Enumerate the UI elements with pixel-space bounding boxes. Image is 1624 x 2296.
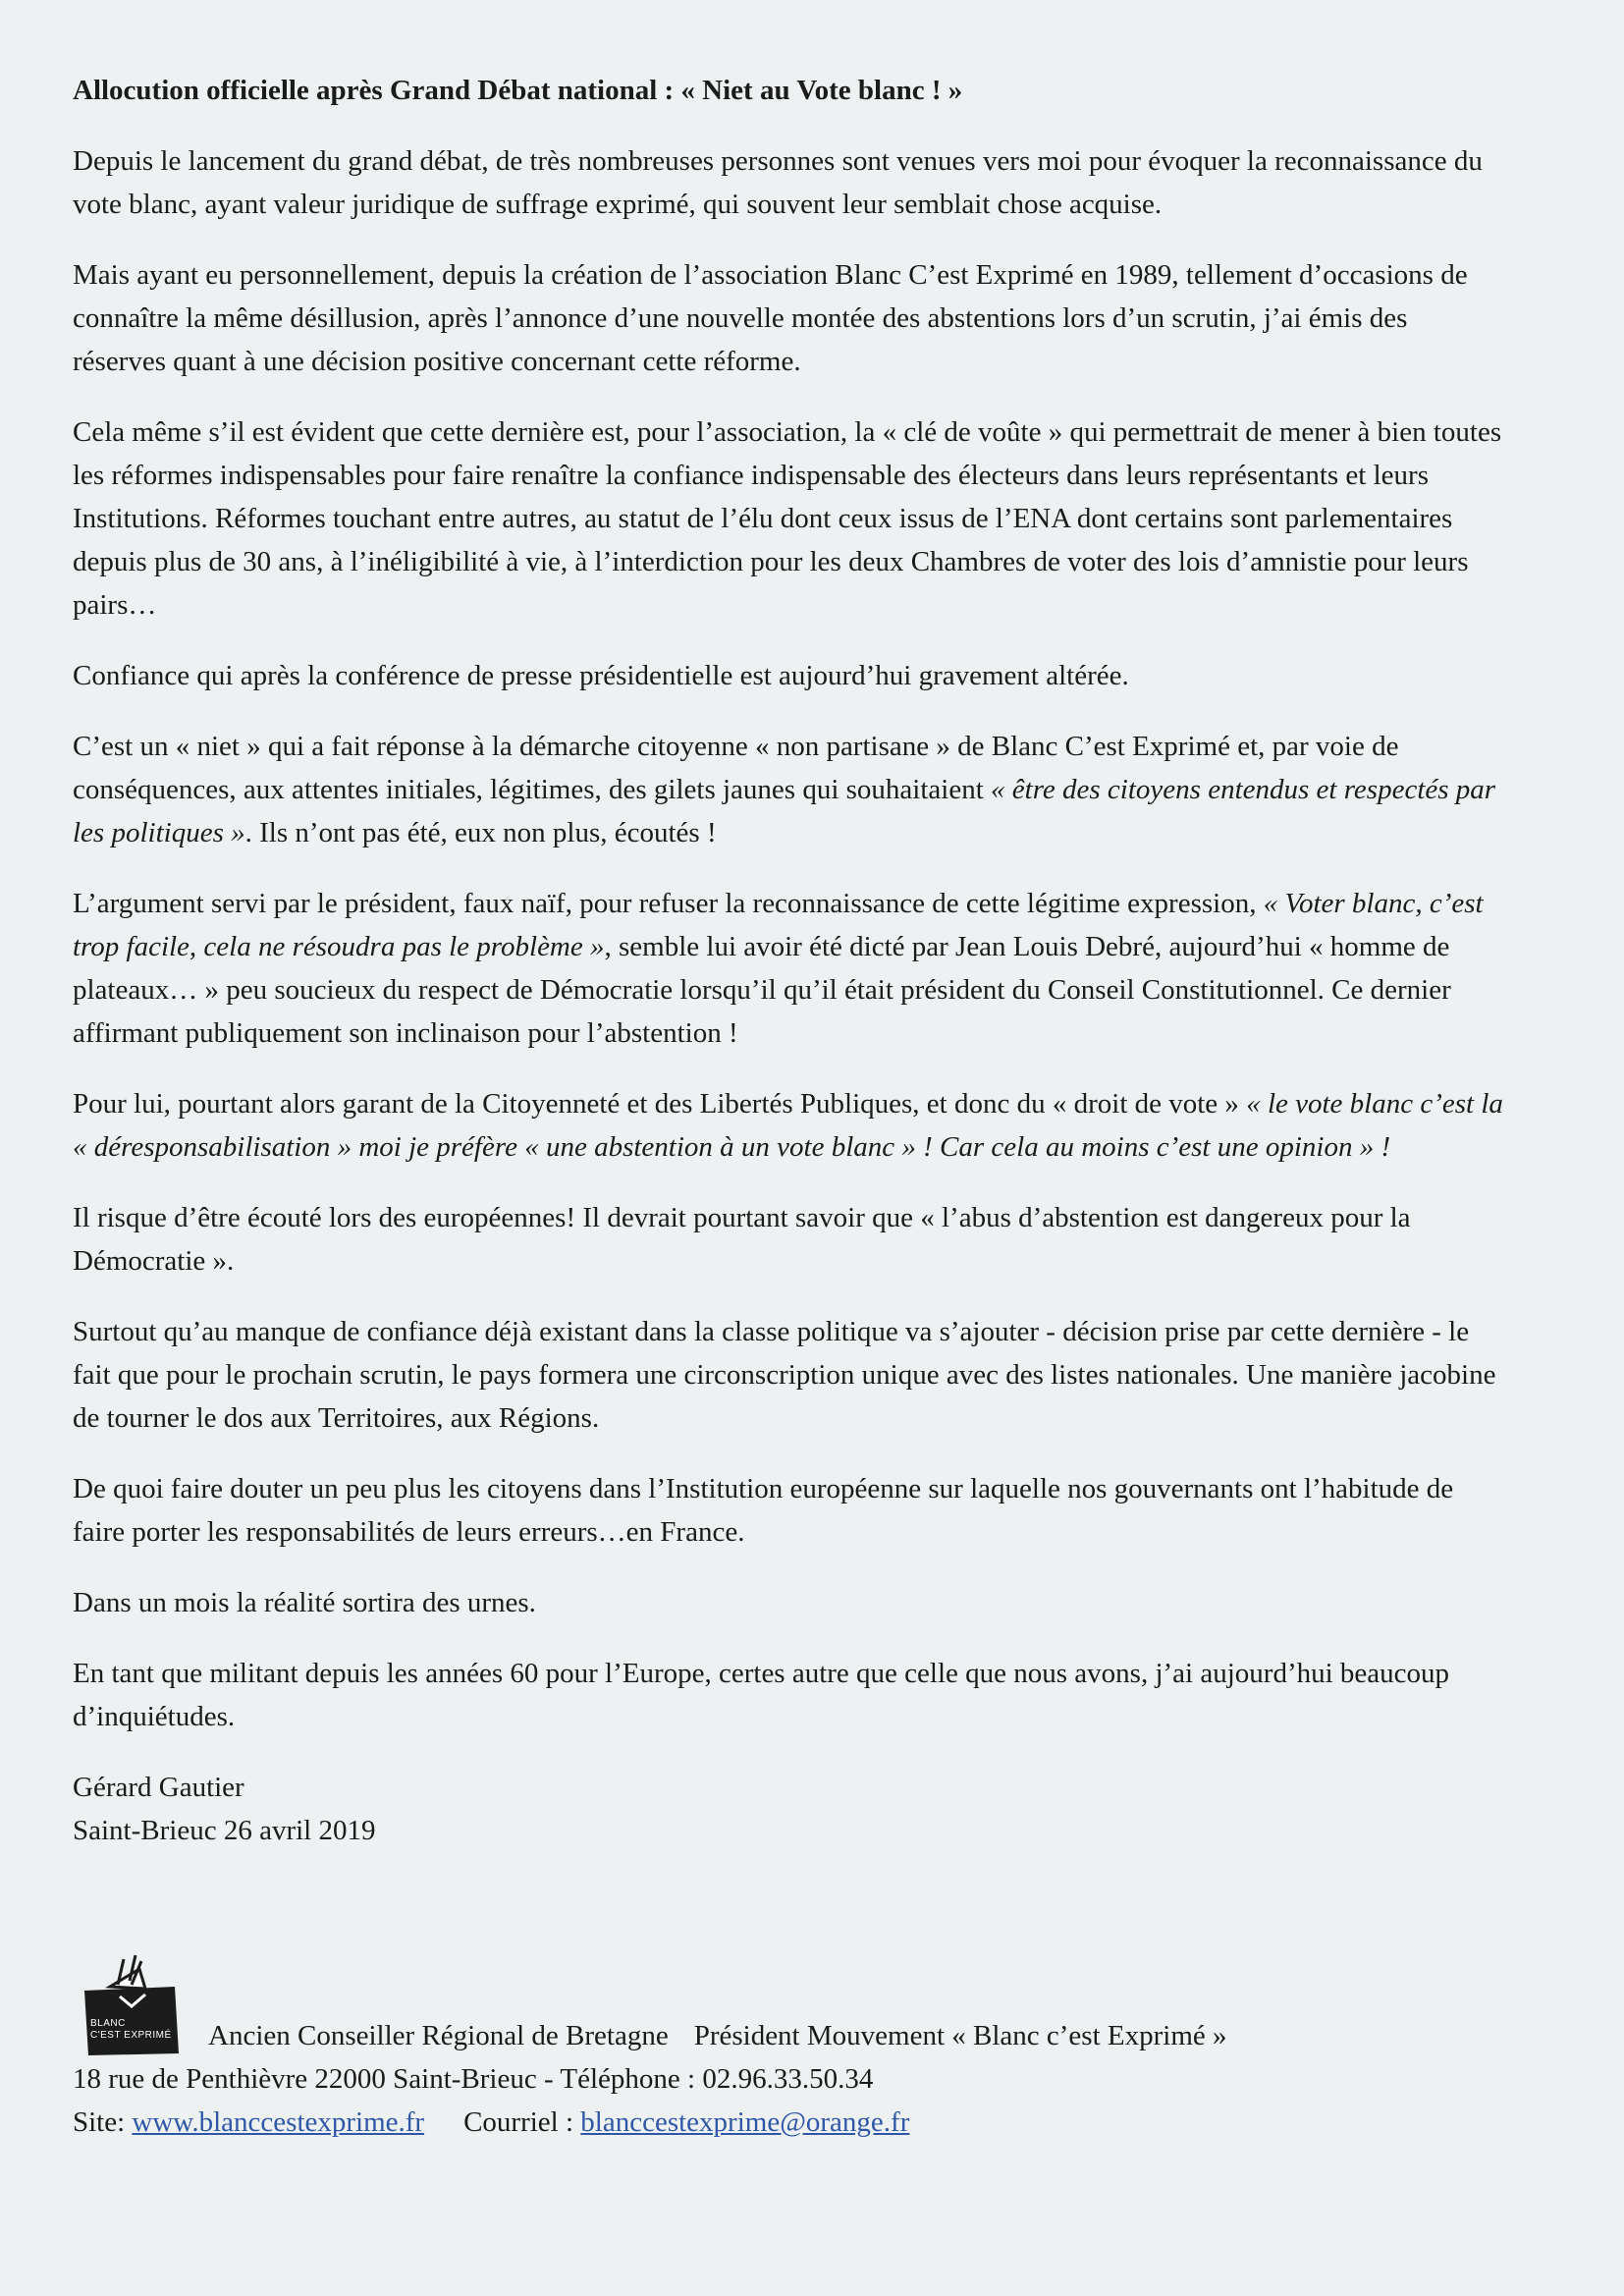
paragraph-4: Confiance qui après la conférence de presse présidentielle est aujourd’hui gravement altérée. <box>73 660 1129 691</box>
roles-line <box>208 2014 1253 2057</box>
paragraph-7 <box>73 1082 1506 1169</box>
paragraph-3: Cela même s’il est évident que cette dernière est, pour l’association, la « clé de voûte » qui permettrait de mener à bien toutes les réformes indispensables pour faire renaître la confiance indispensable des électeurs dans leurs représentants et leurs Institutions. Réformes touchant entre autres, au statut de l’élu dont ceux issus de l’ENA dont certains sont parlementaires depuis plus de 30 ans, à l’inéligibilité à vie, à l’interdiction pour les deux Chambres de voter des lois d’amnistie pour leurs pairs… <box>73 416 1502 621</box>
mail-label: Courriel : <box>463 2106 574 2138</box>
site-label: Site: <box>73 2106 126 2138</box>
paragraph-6-quote: « Voter blanc, c’est trop facile, cela ne résoudra pas le problème » <box>73 888 1484 962</box>
logo-text-line-1: BLANC <box>90 2018 126 2029</box>
role-regional-councillor: Ancien Conseiller Régional de Bretagne <box>208 2020 669 2051</box>
paragraph-6 <box>73 882 1506 1055</box>
role-president: Président Mouvement « Blanc c’est Exprimé » <box>693 2020 1227 2051</box>
signature-name: Gérard Gautier <box>73 1772 244 1803</box>
paragraph-2: Mais ayant eu personnellement, depuis la création de l’association Blanc C’est Exprimé en 1989, tellement d’occasions de connaître la même désillusion, après l’annonce d’une nouvelle montée des abstentions lors d’un scrutin, j’ai émis des réserves quant à une décision positive concernant cette réforme. <box>73 259 1468 377</box>
letter-title: Allocution officielle après Grand Débat national : « Niet au Vote blanc ! » <box>73 75 963 106</box>
paragraph-1: Depuis le lancement du grand débat, de très nombreuses personnes sont venues vers moi pour évoquer la reconnaissance du vote blanc, ayant valeur juridique de suffrage exprimé, qui souvent leur semblait chose acquise. <box>73 145 1483 220</box>
logo-text <box>90 2018 172 2042</box>
logo-row <box>73 1949 1545 2057</box>
paragraph-7-text-a: Pour lui, pourtant alors garant de la Citoyenneté et des Libertés Publiques, et donc du « droit de vote » <box>73 1088 1247 1120</box>
blanc-cest-exprime-logo <box>81 1951 185 2057</box>
email-link[interactable]: blanccestexprime@orange.fr <box>580 2106 910 2138</box>
letterhead-footer <box>73 1949 1545 2144</box>
paragraph-10: De quoi faire douter un peu plus les citoyens dans l’Institution européenne sur laquelle nos gouvernants ont l’habitude de faire porter les responsabilités de leurs erreurs…en France. <box>73 1473 1454 1548</box>
paragraph-12: En tant que militant depuis les années 60 pour l’Europe, certes autre que celle que nous avons, j’ai aujourd’hui beaucoup d’inquiétudes. <box>73 1658 1450 1732</box>
website-link[interactable]: www.blanccestexprime.fr <box>132 2106 425 2138</box>
logo-text-line-2: C'EST EXPRIMÉ <box>90 2030 172 2041</box>
paragraph-5-text-c: . Ils n’ont pas été, eux non plus, écoutés ! <box>244 817 717 848</box>
paragraph-5-text-a: C’est un « niet » qui a fait réponse à la démarche citoyenne « non partisane » de Blanc C’est Exprimé et, par voie de conséquences, aux attentes initiales, légitimes, des gilets jaunes qui souhaitaient <box>73 731 1399 805</box>
signature-place-date: Saint-Brieuc 26 avril 2019 <box>73 1815 376 1846</box>
paragraph-7-quote: « le vote blanc c’est la « déresponsabilisation » moi je préfère « une abstention à un vote blanc » ! Car cela au moins c’est une opinion » ! <box>73 1088 1503 1163</box>
paragraph-8: Il risque d’être écouté lors des européennes! Il devrait pourtant savoir que « l’abus d’abstention est dangereux pour la Démocratie ». <box>73 1202 1411 1277</box>
paragraph-9: Surtout qu’au manque de confiance déjà existant dans la classe politique va s’ajouter - décision prise par cette dernière - le fait que pour le prochain scrutin, le pays formera une circonscription unique avec des listes nationales. Une manière jacobine de tourner le dos aux Territoires, aux Régions. <box>73 1316 1496 1434</box>
paragraph-6-text-c: , semble lui avoir été dicté par Jean Louis Debré, aujourd’hui « homme de plateaux… » peu soucieux du respect de Démocratie lorsqu’il qu’il était président du Conseil Constitutionnel. Ce dernier affirmant publiquement son inclinaison pour l’abstention ! <box>73 931 1451 1049</box>
paragraph-5-quote: « être des citoyens entendus et respectés par les politiques » <box>73 774 1496 848</box>
address-line: 18 rue de Penthièvre 22000 Saint-Brieuc - Téléphone : 02.96.33.50.34 <box>73 2063 874 2095</box>
paragraph-5 <box>73 725 1506 854</box>
letter-body <box>73 69 1506 1852</box>
paragraph-6-text-a: L’argument servi par le président, faux naïf, pour refuser la reconnaissance de cette légitime expression, <box>73 888 1264 919</box>
paragraph-11: Dans un mois la réalité sortira des urnes. <box>73 1587 536 1618</box>
contact-line <box>73 2101 1545 2144</box>
